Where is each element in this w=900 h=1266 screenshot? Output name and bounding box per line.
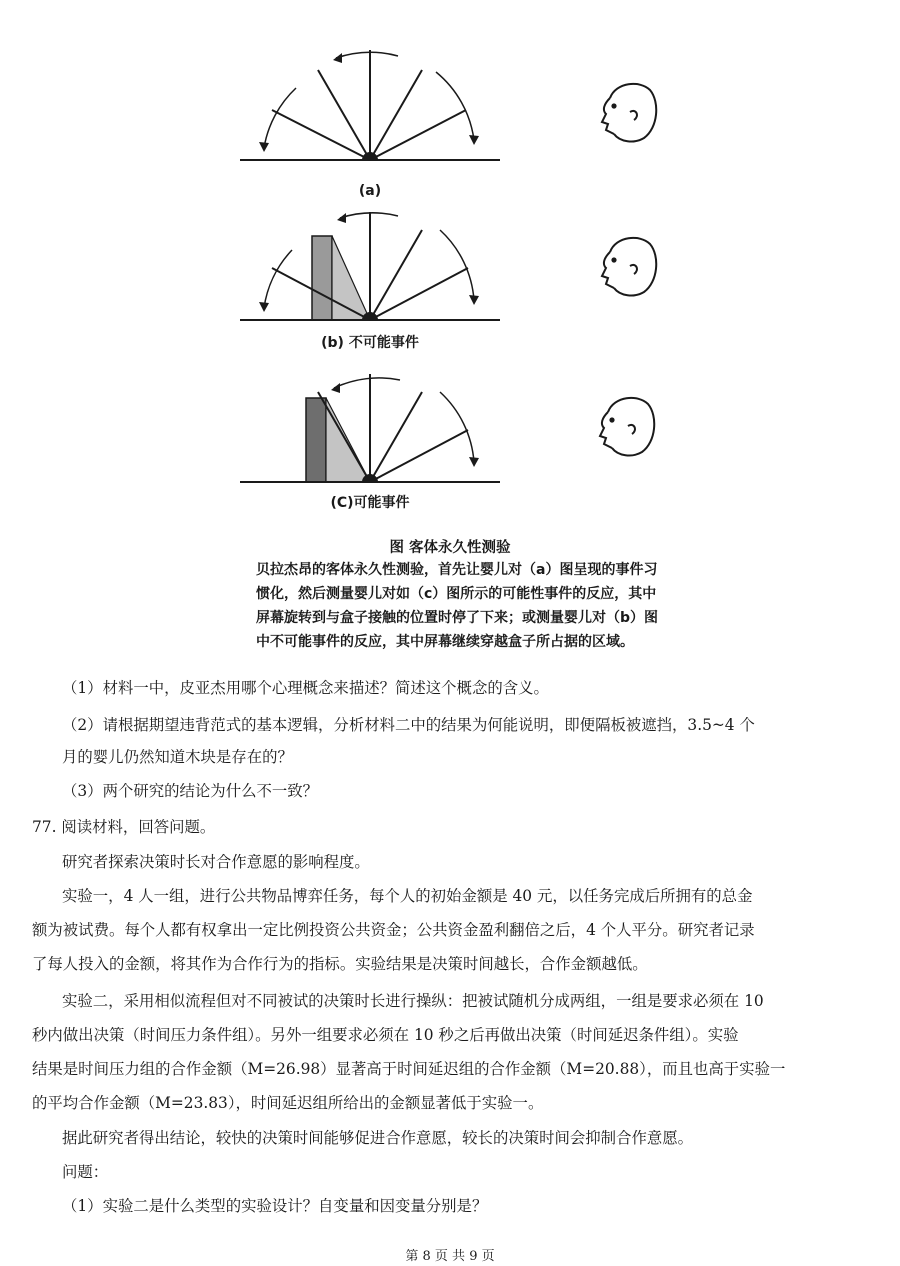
q77-conclusion: 据此研究者得出结论，较快的决策时间能够促进合作意愿，较长的决策时间会抑制合作意愿。 <box>62 1129 694 1147</box>
baby-head-icon-c <box>590 392 670 472</box>
q77-experiment-2-line-1: 实验二，采用相似流程但对不同被试的决策时长进行操纵：把被试随机分成两组，一组是要求必须在 10 <box>62 992 764 1010</box>
figure-note-line: 屏幕旋转到与盒子接触的位置时停了下来；或测量婴儿对（b）图 <box>256 610 659 626</box>
q76-question-1: （1）材料一中，皮亚杰用哪个心理概念来描述？简述这个概念的含义。 <box>62 679 549 697</box>
figure-note <box>256 558 676 654</box>
q76-question-3: （3）两个研究的结论为什么不一致？ <box>62 782 319 800</box>
figure-c-caption: (C)可能事件 <box>330 495 410 511</box>
figure-c-diagram <box>0 0 900 520</box>
q77-experiment-2-line-3: 结果是时间压力组的合作金额（M=26.98）显著高于时间延迟组的合作金额（M=20.88），而且也高于实验一 <box>32 1060 786 1078</box>
q77-intro: 研究者探索决策时长对合作意愿的影响程度。 <box>62 853 370 871</box>
figure-a-caption: (a) <box>358 183 382 199</box>
q77-experiment-2-line-2: 秒内做出决策（时间压力条件组）。另外一组要求必须在 10 秒之后再做出决策（时间延迟条件组）。实验 <box>32 1026 739 1044</box>
q76-question-2-line-2: 月的婴儿仍然知道木块是存在的？ <box>62 748 293 766</box>
q77-question-label: 问题： <box>62 1163 109 1181</box>
q77-experiment-1-line-3: 了每人投入的金额，将其作为合作行为的指标。实验结果是决策时间越长，合作金额越低。 <box>32 955 648 973</box>
page-footer: 第 8 页 共 9 页 <box>405 1249 495 1264</box>
q77-heading: 77. 阅读材料，回答问题。 <box>32 818 216 836</box>
figure-note-line: 中不可能事件的反应，其中屏幕继续穿越盒子所占据的区域。 <box>256 634 634 650</box>
q76-question-2-line-1: （2）请根据期望违背范式的基本逻辑，分析材料二中的结果为何能说明，即便隔板被遮挡，3.5~4 个 <box>62 716 755 734</box>
q77-experiment-2-line-4: 的平均合作金额（M=23.83），时间延迟组所给出的金额显著低于实验一。 <box>32 1094 544 1112</box>
figure-note-line: 惯化，然后测量婴儿对如（c）图所示的可能性事件的反应，其中 <box>256 586 657 602</box>
q77-question-1: （1）实验二是什么类型的实验设计？自变量和因变量分别是？ <box>62 1197 488 1215</box>
figure-note-line: 贝拉杰昂的客体永久性测验，首先让婴儿对（a）图呈现的事件习 <box>256 562 658 578</box>
q77-experiment-1-line-2: 额为被试费。每个人都有权拿出一定比例投资公共资金；公共资金盈利翻倍之后，4 个人平分。研究者记录 <box>32 921 755 939</box>
q77-experiment-1-line-1: 实验一，4 人一组，进行公共物品博弈任务，每个人的初始金额是 40 元，以任务完成后所拥有的总金 <box>62 887 753 905</box>
figure-b-caption: (b) 不可能事件 <box>321 335 419 351</box>
figure-title: 图 客体永久性测验 <box>389 540 511 556</box>
